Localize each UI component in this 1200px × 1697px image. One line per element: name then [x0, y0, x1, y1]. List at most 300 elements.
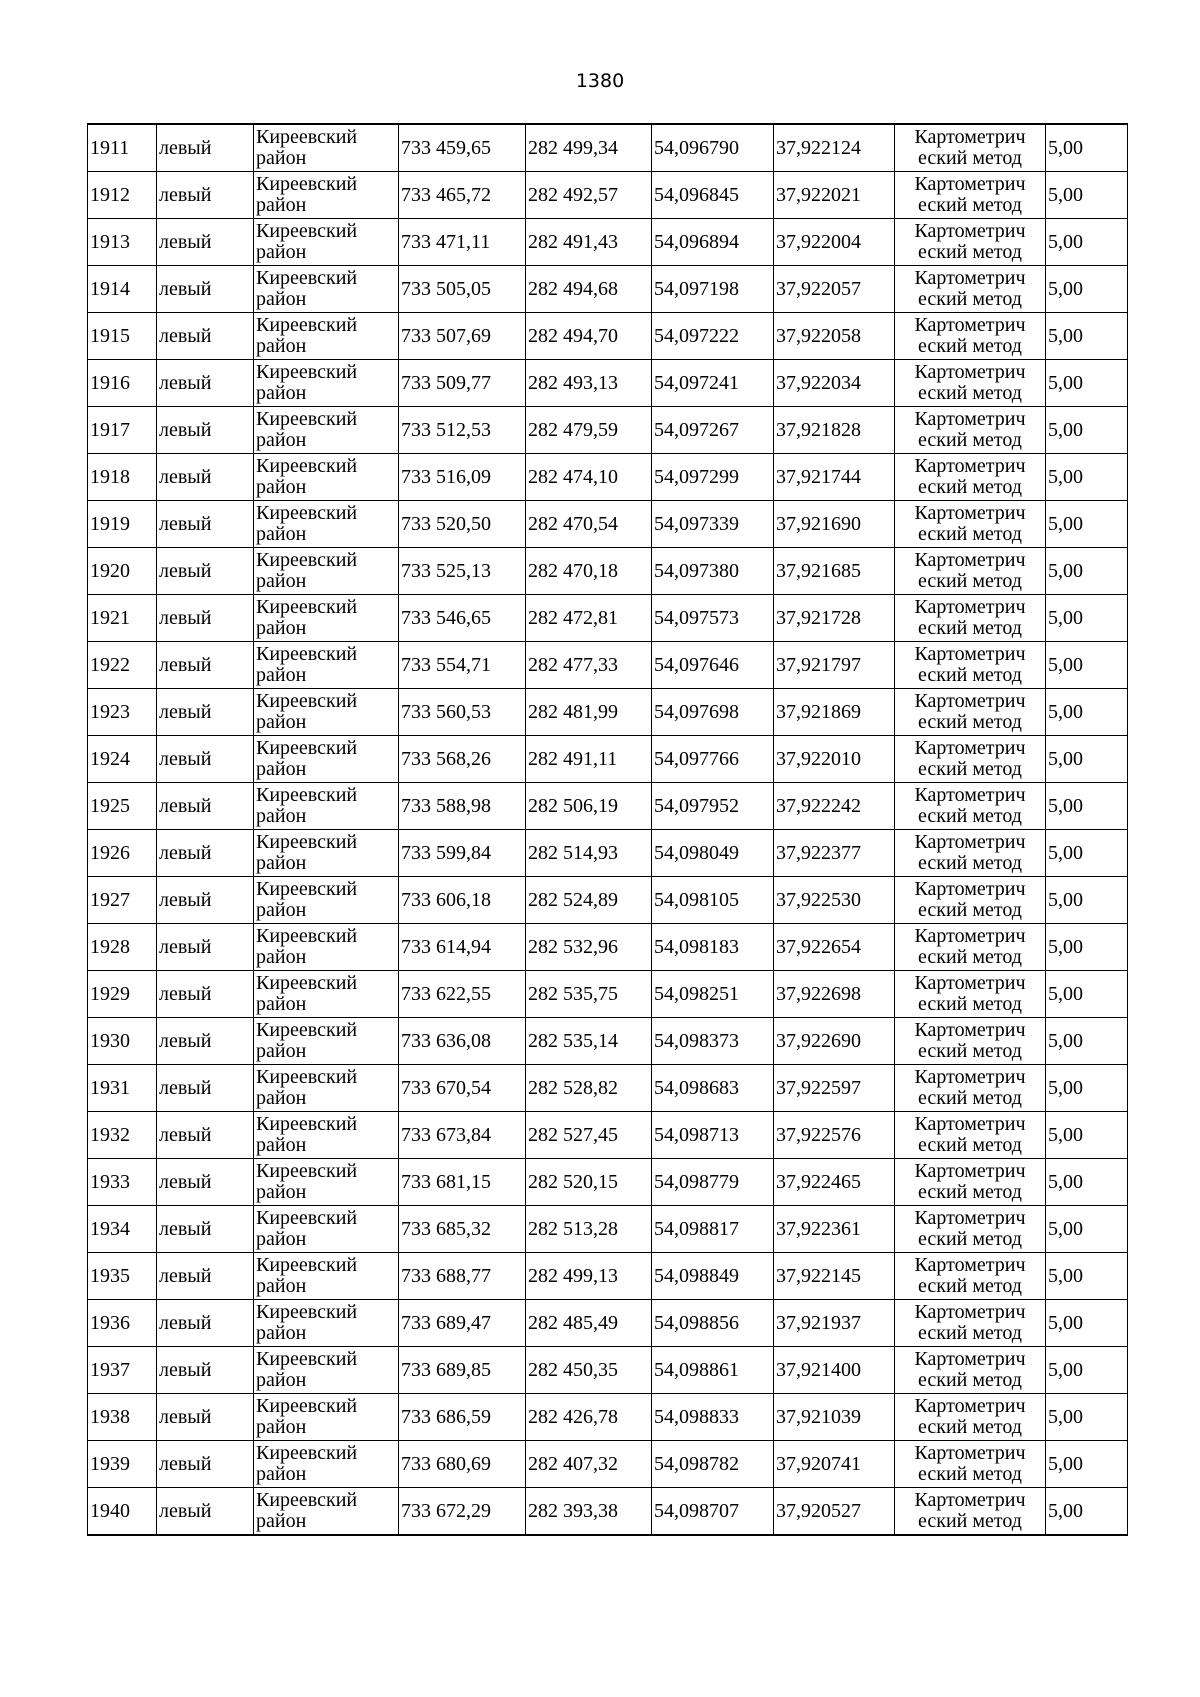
- coordinates-table: [87, 123, 1128, 1536]
- longitude-cell: 37,921685: [774, 548, 895, 595]
- method-cell-line: еский метод: [918, 194, 1022, 216]
- method-cell: [895, 313, 1046, 360]
- longitude-cell: 37,922377: [774, 830, 895, 877]
- table-row: [88, 1112, 1128, 1159]
- bank-side-cell: левый: [157, 266, 254, 313]
- district-cell-line: район: [256, 570, 307, 592]
- method-cell: [895, 1441, 1046, 1488]
- accuracy-cell: 5,00: [1046, 830, 1128, 877]
- point-number-cell: 1918: [88, 454, 157, 501]
- district-cell-line: район: [256, 993, 307, 1015]
- district-cell-line: Киреевский: [256, 361, 358, 383]
- longitude-cell: 37,921690: [774, 501, 895, 548]
- accuracy-cell: 5,00: [1046, 124, 1128, 172]
- longitude-cell: 37,922465: [774, 1159, 895, 1206]
- method-cell-line: Картометрич: [914, 549, 1026, 571]
- method-cell: [895, 689, 1046, 736]
- latitude-cell: 54,096894: [652, 219, 774, 266]
- method-cell: [895, 924, 1046, 971]
- method-cell: [895, 266, 1046, 313]
- point-number-cell: 1931: [88, 1065, 157, 1112]
- accuracy-cell: 5,00: [1046, 172, 1128, 219]
- y-coordinate-cell: 282 494,70: [526, 313, 652, 360]
- district-cell: [254, 266, 399, 313]
- method-cell-line: Картометрич: [914, 1489, 1026, 1511]
- district-cell-line: район: [256, 241, 307, 263]
- method-cell-line: еский метод: [918, 523, 1022, 545]
- district-cell-line: район: [256, 758, 307, 780]
- x-coordinate-cell: 733 516,09: [399, 454, 526, 501]
- method-cell-line: еский метод: [918, 1322, 1022, 1344]
- y-coordinate-cell: 282 514,93: [526, 830, 652, 877]
- bank-side-cell: левый: [157, 1112, 254, 1159]
- table-row: [88, 1206, 1128, 1253]
- longitude-cell: 37,922690: [774, 1018, 895, 1065]
- district-cell-line: район: [256, 1510, 307, 1532]
- bank-side-cell: левый: [157, 736, 254, 783]
- district-cell-line: Киреевский: [256, 831, 358, 853]
- point-number-cell: 1930: [88, 1018, 157, 1065]
- longitude-cell: 37,921400: [774, 1347, 895, 1394]
- method-cell-line: Картометрич: [914, 1395, 1026, 1417]
- accuracy-cell: 5,00: [1046, 1065, 1128, 1112]
- table-row: [88, 172, 1128, 219]
- point-number-cell: 1911: [88, 124, 157, 172]
- accuracy-cell: 5,00: [1046, 783, 1128, 830]
- bank-side-cell: левый: [157, 689, 254, 736]
- method-cell: [895, 595, 1046, 642]
- method-cell-line: еский метод: [918, 1416, 1022, 1438]
- longitude-cell: 37,922361: [774, 1206, 895, 1253]
- x-coordinate-cell: 733 546,65: [399, 595, 526, 642]
- bank-side-cell: левый: [157, 124, 254, 172]
- point-number-cell: 1924: [88, 736, 157, 783]
- x-coordinate-cell: 733 568,26: [399, 736, 526, 783]
- method-cell: [895, 1112, 1046, 1159]
- point-number-cell: 1940: [88, 1488, 157, 1536]
- method-cell-line: еский метод: [918, 288, 1022, 310]
- table-row: [88, 548, 1128, 595]
- latitude-cell: 54,098782: [652, 1441, 774, 1488]
- method-cell: [895, 1347, 1046, 1394]
- district-cell: [254, 830, 399, 877]
- longitude-cell: 37,921869: [774, 689, 895, 736]
- method-cell: [895, 124, 1046, 172]
- method-cell-line: Картометрич: [914, 831, 1026, 853]
- bank-side-cell: левый: [157, 313, 254, 360]
- bank-side-cell: левый: [157, 924, 254, 971]
- method-cell-line: Картометрич: [914, 126, 1026, 148]
- method-cell-line: Картометрич: [914, 1301, 1026, 1323]
- page-number: 1380: [575, 70, 625, 92]
- y-coordinate-cell: 282 481,99: [526, 689, 652, 736]
- x-coordinate-cell: 733 622,55: [399, 971, 526, 1018]
- accuracy-cell: 5,00: [1046, 1488, 1128, 1536]
- accuracy-cell: 5,00: [1046, 877, 1128, 924]
- district-cell: [254, 924, 399, 971]
- method-cell-line: еский метод: [918, 1087, 1022, 1109]
- x-coordinate-cell: 733 672,29: [399, 1488, 526, 1536]
- latitude-cell: 54,098049: [652, 830, 774, 877]
- table-row: [88, 595, 1128, 642]
- longitude-cell: 37,922004: [774, 219, 895, 266]
- method-cell: [895, 454, 1046, 501]
- point-number-cell: 1932: [88, 1112, 157, 1159]
- table-row: [88, 689, 1128, 736]
- method-cell-line: Картометрич: [914, 643, 1026, 665]
- method-cell-line: еский метод: [918, 946, 1022, 968]
- method-cell-line: Картометрич: [914, 502, 1026, 524]
- latitude-cell: 54,098373: [652, 1018, 774, 1065]
- method-cell-line: Картометрич: [914, 925, 1026, 947]
- longitude-cell: 37,922058: [774, 313, 895, 360]
- x-coordinate-cell: 733 681,15: [399, 1159, 526, 1206]
- accuracy-cell: 5,00: [1046, 313, 1128, 360]
- x-coordinate-cell: 733 471,11: [399, 219, 526, 266]
- table-row: [88, 1159, 1128, 1206]
- table-row: [88, 313, 1128, 360]
- method-cell: [895, 1253, 1046, 1300]
- table-row: [88, 1065, 1128, 1112]
- table-row: [88, 1300, 1128, 1347]
- method-cell-line: Картометрич: [914, 314, 1026, 336]
- longitude-cell: 37,921744: [774, 454, 895, 501]
- district-cell-line: Киреевский: [256, 549, 358, 571]
- district-cell-line: Киреевский: [256, 1066, 358, 1088]
- longitude-cell: 37,921937: [774, 1300, 895, 1347]
- longitude-cell: 37,920527: [774, 1488, 895, 1536]
- table-row: [88, 1018, 1128, 1065]
- x-coordinate-cell: 733 680,69: [399, 1441, 526, 1488]
- y-coordinate-cell: 282 470,54: [526, 501, 652, 548]
- y-coordinate-cell: 282 472,81: [526, 595, 652, 642]
- method-cell-line: Картометрич: [914, 1019, 1026, 1041]
- table-row: [88, 219, 1128, 266]
- accuracy-cell: 5,00: [1046, 1206, 1128, 1253]
- x-coordinate-cell: 733 599,84: [399, 830, 526, 877]
- district-cell-line: Киреевский: [256, 1254, 358, 1276]
- method-cell-line: еский метод: [918, 993, 1022, 1015]
- longitude-cell: 37,921797: [774, 642, 895, 689]
- method-cell-line: еский метод: [918, 382, 1022, 404]
- bank-side-cell: левый: [157, 595, 254, 642]
- district-cell-line: район: [256, 382, 307, 404]
- method-cell-line: Картометрич: [914, 1254, 1026, 1276]
- accuracy-cell: 5,00: [1046, 548, 1128, 595]
- table-row: [88, 924, 1128, 971]
- method-cell-line: еский метод: [918, 1275, 1022, 1297]
- y-coordinate-cell: 282 479,59: [526, 407, 652, 454]
- x-coordinate-cell: 733 685,32: [399, 1206, 526, 1253]
- x-coordinate-cell: 733 686,59: [399, 1394, 526, 1441]
- x-coordinate-cell: 733 554,71: [399, 642, 526, 689]
- method-cell: [895, 877, 1046, 924]
- point-number-cell: 1913: [88, 219, 157, 266]
- longitude-cell: 37,921728: [774, 595, 895, 642]
- longitude-cell: 37,922010: [774, 736, 895, 783]
- latitude-cell: 54,097222: [652, 313, 774, 360]
- district-cell-line: Киреевский: [256, 690, 358, 712]
- district-cell: [254, 1488, 399, 1536]
- method-cell: [895, 219, 1046, 266]
- accuracy-cell: 5,00: [1046, 407, 1128, 454]
- district-cell-line: район: [256, 288, 307, 310]
- method-cell-line: Картометрич: [914, 1348, 1026, 1370]
- point-number-cell: 1934: [88, 1206, 157, 1253]
- y-coordinate-cell: 282 485,49: [526, 1300, 652, 1347]
- district-cell-line: Киреевский: [256, 1113, 358, 1135]
- district-cell: [254, 1112, 399, 1159]
- x-coordinate-cell: 733 670,54: [399, 1065, 526, 1112]
- accuracy-cell: 5,00: [1046, 266, 1128, 313]
- point-number-cell: 1929: [88, 971, 157, 1018]
- longitude-cell: 37,922242: [774, 783, 895, 830]
- method-cell-line: еский метод: [918, 1369, 1022, 1391]
- x-coordinate-cell: 733 689,85: [399, 1347, 526, 1394]
- accuracy-cell: 5,00: [1046, 971, 1128, 1018]
- district-cell: [254, 1253, 399, 1300]
- longitude-cell: 37,922654: [774, 924, 895, 971]
- district-cell-line: Киреевский: [256, 1207, 358, 1229]
- district-cell-line: район: [256, 1322, 307, 1344]
- longitude-cell: 37,921039: [774, 1394, 895, 1441]
- y-coordinate-cell: 282 535,75: [526, 971, 652, 1018]
- district-cell-line: район: [256, 1228, 307, 1250]
- bank-side-cell: левый: [157, 971, 254, 1018]
- bank-side-cell: левый: [157, 1159, 254, 1206]
- latitude-cell: 54,097766: [652, 736, 774, 783]
- method-cell-line: еский метод: [918, 711, 1022, 733]
- method-cell-line: Картометрич: [914, 173, 1026, 195]
- y-coordinate-cell: 282 477,33: [526, 642, 652, 689]
- x-coordinate-cell: 733 614,94: [399, 924, 526, 971]
- district-cell-line: Киреевский: [256, 455, 358, 477]
- district-cell-line: Киреевский: [256, 408, 358, 430]
- y-coordinate-cell: 282 474,10: [526, 454, 652, 501]
- point-number-cell: 1915: [88, 313, 157, 360]
- point-number-cell: 1926: [88, 830, 157, 877]
- district-cell: [254, 1394, 399, 1441]
- method-cell: [895, 642, 1046, 689]
- bank-side-cell: левый: [157, 172, 254, 219]
- district-cell-line: район: [256, 946, 307, 968]
- latitude-cell: 54,097698: [652, 689, 774, 736]
- table-row: [88, 877, 1128, 924]
- point-number-cell: 1936: [88, 1300, 157, 1347]
- point-number-cell: 1937: [88, 1347, 157, 1394]
- bank-side-cell: левый: [157, 1065, 254, 1112]
- point-number-cell: 1914: [88, 266, 157, 313]
- x-coordinate-cell: 733 505,05: [399, 266, 526, 313]
- point-number-cell: 1921: [88, 595, 157, 642]
- district-cell-line: район: [256, 1040, 307, 1062]
- method-cell-line: еский метод: [918, 758, 1022, 780]
- longitude-cell: 37,920741: [774, 1441, 895, 1488]
- y-coordinate-cell: 282 494,68: [526, 266, 652, 313]
- method-cell-line: Картометрич: [914, 878, 1026, 900]
- district-cell-line: район: [256, 711, 307, 733]
- point-number-cell: 1919: [88, 501, 157, 548]
- point-number-cell: 1927: [88, 877, 157, 924]
- method-cell: [895, 830, 1046, 877]
- table-row: [88, 360, 1128, 407]
- district-cell-line: район: [256, 1463, 307, 1485]
- district-cell-line: район: [256, 1416, 307, 1438]
- method-cell-line: еский метод: [918, 1181, 1022, 1203]
- district-cell-line: район: [256, 899, 307, 921]
- district-cell: [254, 313, 399, 360]
- table-row: [88, 407, 1128, 454]
- method-cell: [895, 1300, 1046, 1347]
- accuracy-cell: 5,00: [1046, 595, 1128, 642]
- district-cell-line: Киреевский: [256, 925, 358, 947]
- latitude-cell: 54,098105: [652, 877, 774, 924]
- latitude-cell: 54,097241: [652, 360, 774, 407]
- table-row: [88, 266, 1128, 313]
- district-cell-line: район: [256, 1134, 307, 1156]
- district-cell-line: район: [256, 805, 307, 827]
- district-cell-line: Киреевский: [256, 1489, 358, 1511]
- method-cell-line: еский метод: [918, 241, 1022, 263]
- method-cell: [895, 1394, 1046, 1441]
- latitude-cell: 54,097380: [652, 548, 774, 595]
- district-cell: [254, 689, 399, 736]
- district-cell-line: район: [256, 523, 307, 545]
- district-cell: [254, 1018, 399, 1065]
- method-cell-line: Картометрич: [914, 455, 1026, 477]
- y-coordinate-cell: 282 535,14: [526, 1018, 652, 1065]
- method-cell-line: Картометрич: [914, 737, 1026, 759]
- district-cell-line: район: [256, 147, 307, 169]
- district-cell-line: район: [256, 194, 307, 216]
- point-number-cell: 1912: [88, 172, 157, 219]
- district-cell-line: район: [256, 664, 307, 686]
- method-cell: [895, 783, 1046, 830]
- bank-side-cell: левый: [157, 830, 254, 877]
- table-row: [88, 454, 1128, 501]
- y-coordinate-cell: 282 499,34: [526, 124, 652, 172]
- district-cell: [254, 548, 399, 595]
- accuracy-cell: 5,00: [1046, 1112, 1128, 1159]
- accuracy-cell: 5,00: [1046, 360, 1128, 407]
- longitude-cell: 37,922145: [774, 1253, 895, 1300]
- latitude-cell: 54,098856: [652, 1300, 774, 1347]
- method-cell: [895, 548, 1046, 595]
- table-row: [88, 830, 1128, 877]
- district-cell: [254, 1347, 399, 1394]
- method-cell: [895, 1065, 1046, 1112]
- district-cell-line: район: [256, 1275, 307, 1297]
- latitude-cell: 54,098713: [652, 1112, 774, 1159]
- district-cell: [254, 124, 399, 172]
- district-cell-line: район: [256, 852, 307, 874]
- bank-side-cell: левый: [157, 219, 254, 266]
- district-cell: [254, 407, 399, 454]
- district-cell: [254, 877, 399, 924]
- district-cell-line: Киреевский: [256, 173, 358, 195]
- table-row: [88, 501, 1128, 548]
- accuracy-cell: 5,00: [1046, 1441, 1128, 1488]
- method-cell-line: Картометрич: [914, 784, 1026, 806]
- point-number-cell: 1922: [88, 642, 157, 689]
- method-cell-line: еский метод: [918, 335, 1022, 357]
- method-cell-line: еский метод: [918, 805, 1022, 827]
- district-cell-line: Киреевский: [256, 1348, 358, 1370]
- method-cell: [895, 971, 1046, 1018]
- point-number-cell: 1939: [88, 1441, 157, 1488]
- district-cell-line: Киреевский: [256, 878, 358, 900]
- latitude-cell: 54,097267: [652, 407, 774, 454]
- latitude-cell: 54,098861: [652, 1347, 774, 1394]
- bank-side-cell: левый: [157, 877, 254, 924]
- accuracy-cell: 5,00: [1046, 1300, 1128, 1347]
- method-cell-line: Картометрич: [914, 1442, 1026, 1464]
- bank-side-cell: левый: [157, 501, 254, 548]
- district-cell: [254, 454, 399, 501]
- accuracy-cell: 5,00: [1046, 501, 1128, 548]
- district-cell-line: Киреевский: [256, 1301, 358, 1323]
- bank-side-cell: левый: [157, 1253, 254, 1300]
- longitude-cell: 37,922124: [774, 124, 895, 172]
- x-coordinate-cell: 733 636,08: [399, 1018, 526, 1065]
- method-cell: [895, 172, 1046, 219]
- table-row: [88, 1488, 1128, 1536]
- bank-side-cell: левый: [157, 1488, 254, 1536]
- method-cell-line: Картометрич: [914, 267, 1026, 289]
- accuracy-cell: 5,00: [1046, 924, 1128, 971]
- accuracy-cell: 5,00: [1046, 642, 1128, 689]
- bank-side-cell: левый: [157, 1018, 254, 1065]
- method-cell-line: еский метод: [918, 852, 1022, 874]
- latitude-cell: 54,097573: [652, 595, 774, 642]
- method-cell-line: еский метод: [918, 899, 1022, 921]
- method-cell-line: Картометрич: [914, 1207, 1026, 1229]
- x-coordinate-cell: 733 509,77: [399, 360, 526, 407]
- y-coordinate-cell: 282 499,13: [526, 1253, 652, 1300]
- x-coordinate-cell: 733 507,69: [399, 313, 526, 360]
- district-cell: [254, 501, 399, 548]
- district-cell-line: Киреевский: [256, 502, 358, 524]
- longitude-cell: 37,922530: [774, 877, 895, 924]
- longitude-cell: 37,922021: [774, 172, 895, 219]
- x-coordinate-cell: 733 688,77: [399, 1253, 526, 1300]
- latitude-cell: 54,097952: [652, 783, 774, 830]
- table-row: [88, 124, 1128, 172]
- district-cell: [254, 1206, 399, 1253]
- x-coordinate-cell: 733 673,84: [399, 1112, 526, 1159]
- longitude-cell: 37,922597: [774, 1065, 895, 1112]
- district-cell-line: район: [256, 1181, 307, 1203]
- district-cell-line: район: [256, 1087, 307, 1109]
- method-cell-line: еский метод: [918, 664, 1022, 686]
- point-number-cell: 1917: [88, 407, 157, 454]
- y-coordinate-cell: 282 407,32: [526, 1441, 652, 1488]
- latitude-cell: 54,096845: [652, 172, 774, 219]
- district-cell: [254, 595, 399, 642]
- x-coordinate-cell: 733 560,53: [399, 689, 526, 736]
- district-cell-line: Киреевский: [256, 1160, 358, 1182]
- bank-side-cell: левый: [157, 642, 254, 689]
- method-cell-line: Картометрич: [914, 1066, 1026, 1088]
- district-cell-line: Киреевский: [256, 1019, 358, 1041]
- point-number-cell: 1933: [88, 1159, 157, 1206]
- method-cell: [895, 360, 1046, 407]
- point-number-cell: 1923: [88, 689, 157, 736]
- district-cell: [254, 1441, 399, 1488]
- y-coordinate-cell: 282 528,82: [526, 1065, 652, 1112]
- district-cell: [254, 642, 399, 689]
- latitude-cell: 54,096790: [652, 124, 774, 172]
